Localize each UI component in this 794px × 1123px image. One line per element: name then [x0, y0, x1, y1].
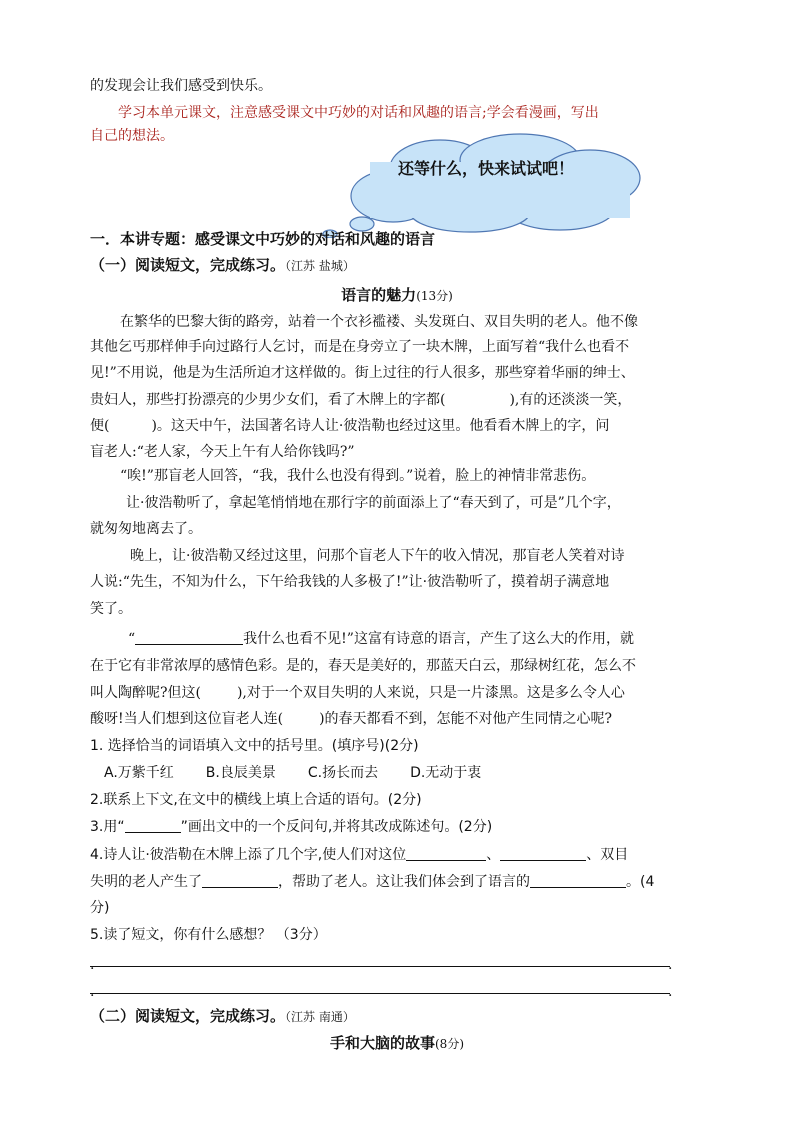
text-segment: ),有的还淡淡一笑， [509, 392, 632, 408]
part-one-label [90, 256, 705, 275]
answer-line[interactable] [90, 993, 670, 994]
part-label: （一）阅读短文，完成练习。 [90, 256, 286, 274]
paragraph-line: 在繁华的巴黎大街的路旁，站着一个衣衫褴褛、头发斑白、双目失明的老人。他不像 [120, 314, 638, 330]
title-text: 语言的魅力 [341, 286, 417, 304]
title-score: (13分) [416, 289, 453, 303]
underline-sample [125, 818, 181, 833]
option-d[interactable]: D.无动于衷 [410, 765, 482, 781]
paragraph-line: 在于它有非常浓厚的感情色彩。是的，春天是美好的，那蓝天白云，那绿树红花，怎么不 [90, 658, 636, 674]
article-title-2 [0, 1034, 794, 1053]
question-4-line-3: 分) [90, 900, 110, 916]
paragraph-line [90, 710, 705, 728]
paragraph-line [128, 630, 743, 648]
fill-line-blank[interactable] [500, 846, 586, 861]
paragraph-line: 就匆匆地离去了。 [90, 521, 202, 537]
thought-cloud [290, 128, 660, 238]
question-2: 2.联系上下文,在文中的横线上填上合适的语句。(2分) [90, 792, 422, 808]
text-segment: ，帮助了老人。这让我们体会到了语言的 [278, 874, 530, 890]
text-segment: 我什么也看不见!”这富有诗意的语言，产生了这么大的作用，就 [243, 631, 634, 647]
fill-line-blank[interactable] [135, 630, 243, 645]
question-4-line-2 [90, 873, 705, 891]
answer-dot: . [90, 957, 95, 973]
part-label: （二）阅读短文，完成练习。 [90, 1007, 286, 1025]
question-1-options [104, 764, 719, 782]
text-segment: )。这天中午，法国著名诗人让·彼浩勒也经过这里。他看看木牌上的字，问 [151, 418, 610, 434]
paragraph-line: 人说:“先生，不知为什么，下午给我钱的人多极了!”让·彼浩勒听了，摸着胡子满意地 [90, 574, 610, 590]
option-b[interactable]: B.良辰美景 [205, 765, 276, 781]
unit-goal-line-2: 自己的想法。 [90, 128, 174, 144]
paragraph-line: 让·彼浩勒听了，拿起笔悄悄地在那行字的前面添上了“春天到了，可是”几个字， [126, 495, 621, 511]
fill-line-blank[interactable] [406, 846, 486, 861]
paragraph-line: 盲老人:“老人家，今天上午有人给你钱吗?” [90, 444, 355, 460]
paragraph-line [90, 417, 705, 435]
answer-dot: . [668, 984, 673, 1000]
text-segment: ”画出文中的一个反问句,并将其改成陈述句。(2分) [180, 819, 493, 835]
part-two-label [90, 1007, 705, 1026]
text-segment: 、 [486, 847, 501, 863]
unit-goal-line-1: 学习本单元课文，注意感受课文中巧妙的对话和风趣的语言;学会看漫画，写出 [118, 105, 599, 121]
answer-dot: . [668, 957, 673, 973]
paragraph-line [90, 684, 705, 702]
paragraph-line: 见!”不用说，他是为生活所迫才这样做的。街上过往的行人很多，那些穿着华丽的绅士、 [90, 365, 635, 381]
paragraph-line [90, 391, 705, 409]
text-segment: )的春天都看不到，怎能不对他产生同情之心呢? [319, 711, 613, 727]
text-segment: ),对于一个双目失明的人来说，只是一片漆黑。这是多么令人心 [236, 685, 625, 701]
text-segment: 4.诗人让·彼浩勒在木牌上添了几个字,使人们对这位 [90, 847, 407, 863]
question-5: 5.读了短文，你有什么感想？ （3分） [90, 927, 327, 943]
text-segment: 3.用“ [90, 819, 125, 835]
answer-dot: . [90, 984, 95, 1000]
text-segment: 便( [90, 418, 110, 434]
title-score: (8分) [435, 1037, 464, 1051]
question-1: 1. 选择恰当的词语填入文中的括号里。(填序号)(2分) [90, 738, 419, 754]
fill-line-blank[interactable] [202, 873, 278, 888]
answer-line[interactable] [90, 966, 670, 967]
intro-line: 的发现会让我们感受到快乐。 [90, 78, 272, 94]
text-segment: 叫人陶醉呢?但这( [90, 685, 201, 701]
option-a[interactable]: A.万紫千红 [104, 765, 174, 781]
article-title [0, 286, 794, 305]
paragraph-line: 笑了。 [90, 601, 132, 617]
text-segment: 失明的老人产生了 [90, 874, 202, 890]
text-segment: 。(4 [626, 874, 655, 890]
fill-line-blank[interactable] [530, 873, 626, 888]
title-text: 手和大脑的故事 [329, 1034, 435, 1052]
option-c[interactable]: C.扬长而去 [307, 765, 379, 781]
cloud-text: 还等什么，快来试试吧！ [398, 159, 575, 178]
section-heading: 一．本讲专题：感受课文中巧妙的对话和风趣的语言 [90, 230, 436, 248]
paragraph-line: 晚上，让·彼浩勒又经过这里，问那个盲老人下午的收入情况，那盲老人笑着对诗 [130, 548, 625, 564]
paragraph-line: “唉!”那盲老人回答，“我，我什么也没有得到。”说着，脸上的神情非常悲伤。 [120, 468, 596, 484]
paragraph-line: 其他乞丐那样伸手向过路行人乞讨，而是在身旁立了一块木牌，上面写着“我什么也看不 [90, 339, 630, 355]
text-segment: 酸呀!当人们想到这位盲老人连( [90, 711, 284, 727]
source-tag: （江苏 南通） [285, 1010, 355, 1024]
text-segment: 、双目 [586, 847, 629, 863]
text-segment: 贵妇人，那些打扮漂亮的少男少女们，看了木牌上的字都( [90, 392, 446, 408]
text-segment: “ [128, 631, 136, 647]
question-3 [90, 818, 705, 836]
source-tag: （江苏 盐城） [285, 259, 355, 273]
question-4-line-1 [90, 846, 705, 864]
